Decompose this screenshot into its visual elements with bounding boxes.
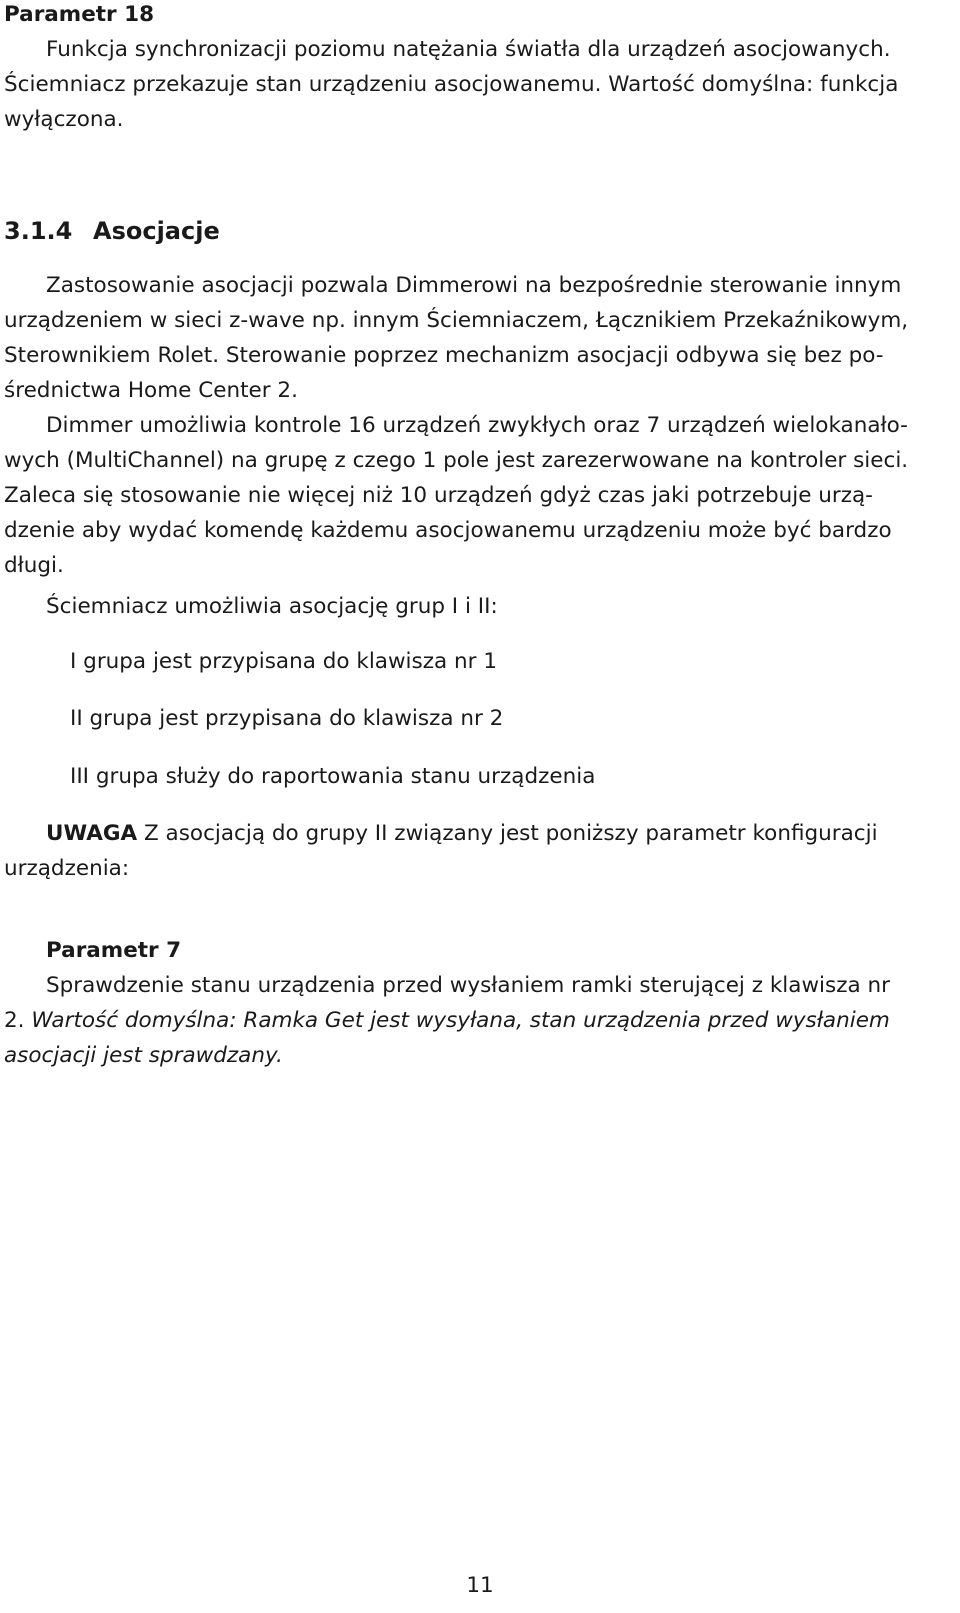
assoc-line-4: średnictwa Home Center 2. bbox=[4, 378, 298, 403]
assoc-line-2a: urządzeniem w sieci z-wave np. bbox=[4, 308, 346, 333]
assoc-line-2 bbox=[4, 310, 908, 332]
assoc-line-3b: Sterowanie poprzez mechanizm asocjacji odbywa się bez po- bbox=[219, 343, 884, 368]
groups-intro: Ściemniacz umożliwia asocjację grup I i II: bbox=[46, 594, 498, 619]
dimmer-line-2: wych (MultiChannel) na grupę z czego 1 pole jest zarezerwowane na kontroler sieci. bbox=[4, 448, 909, 473]
assoc-line-3 bbox=[4, 345, 884, 367]
group-item-2: II grupa jest przypisana do klawisza nr 2 bbox=[70, 706, 504, 731]
param18-heading: Parametr 18 bbox=[4, 2, 155, 27]
section-title: Asocjacje bbox=[93, 217, 220, 245]
section-number: 3.1.4 bbox=[4, 217, 73, 245]
note-line-2: urządzenia: bbox=[4, 856, 130, 881]
param18-line-2 bbox=[4, 74, 898, 96]
note-line-1 bbox=[46, 823, 878, 845]
group-item-1: I grupa jest przypisana do klawisza nr 1 bbox=[70, 649, 498, 674]
param18-default: Wartość domyślna: funkcja bbox=[601, 72, 899, 97]
dimmer-line-3: Zaleca się stosowanie nie więcej niż 10 urządzeń gdyż czas jaki potrzebuje urzą- bbox=[4, 483, 873, 508]
param7-line-2-plain: 2. bbox=[4, 1008, 25, 1033]
page-number: 11 bbox=[466, 1573, 494, 1598]
param7-line-2 bbox=[4, 1010, 890, 1032]
dimmer-line-5: długi. bbox=[4, 553, 64, 578]
param7-default: Wartość domyślna: Ramka Get jest wysyłana, stan urządzenia przed wysłaniem bbox=[24, 1008, 890, 1033]
param18-line-3: wyłączona. bbox=[4, 107, 124, 132]
param7-line-1: Sprawdzenie stanu urządzenia przed wysłaniem ramki sterującej z klawisza nr bbox=[46, 973, 890, 998]
param7-heading: Parametr 7 bbox=[46, 938, 182, 963]
param18-line-1: Funkcja synchronizacji poziomu natężania światła dla urządzeń asocjowanych. bbox=[46, 37, 891, 62]
note-label: UWAGA bbox=[46, 821, 138, 846]
group-item-3: III grupa służy do raportowania stanu urządzenia bbox=[70, 764, 596, 789]
param7-line-3: asocjacji jest sprawdzany. bbox=[4, 1043, 283, 1068]
assoc-line-3a: Sterownikiem Rolet. bbox=[4, 343, 220, 368]
param18-text: Ściemniacz przekazuje stan urządzeniu asocjowanemu. bbox=[4, 72, 602, 97]
dimmer-line-4: dzenie aby wydać komendę każdemu asocjowanemu urządzeniu może być bardzo bbox=[4, 518, 892, 543]
dimmer-line-1: Dimmer umożliwia kontrole 16 urządzeń zwykłych oraz 7 urządzeń wielokanało- bbox=[46, 413, 908, 438]
note-text: Z asocjacją do grupy II związany jest poniższy parametr konfiguracji bbox=[137, 821, 878, 846]
assoc-line-2b: innym Ściemniaczem, Łącznikiem Przekaźnikowym, bbox=[345, 308, 909, 333]
assoc-line-1: Zastosowanie asocjacji pozwala Dimmerowi na bezpośrednie sterowanie innym bbox=[46, 273, 902, 298]
